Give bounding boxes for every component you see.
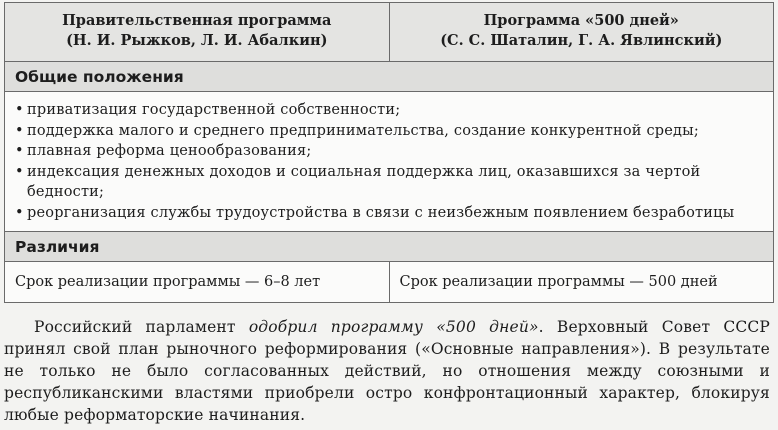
500-days-program-authors: (С. С. Шаталин, Г. А. Явлинский) <box>440 32 723 49</box>
header-500-days-program <box>390 3 774 61</box>
paragraph-lead: Российский парламент <box>34 318 249 336</box>
section-differences: Различия <box>5 232 773 262</box>
comparison-table <box>4 2 774 303</box>
header-government-program <box>5 3 390 61</box>
paragraph-emphasis: одобрил программу «500 дней» <box>248 318 539 336</box>
paragraph-rest: . Верховный Совет СССР принял свой план рыночного реформирования («Основные направления»). В результате не только не было согласованных действий, но отношения между союзными и республиканскими властями приобрели остро конфронтационный характер, блокируя любые реформаторские начинания. <box>4 318 770 424</box>
bullet-icon: • <box>15 102 24 118</box>
list-item <box>15 141 763 162</box>
list-item-text: плавная реформа ценообразования; <box>27 143 312 159</box>
bullet-icon: • <box>15 122 24 139</box>
general-provisions-list <box>5 92 773 232</box>
bullet-icon: • <box>15 143 24 159</box>
list-item-text: реорганизация службы трудоустройства в связи с неизбежным появлением безработицы <box>27 204 735 221</box>
government-program-term: Срок реализации программы — 6–8 лет <box>5 262 390 302</box>
list-item <box>15 203 763 224</box>
differences-row <box>5 262 773 302</box>
bullet-icon: • <box>15 163 24 180</box>
section-general-provisions: Общие положения <box>5 62 773 92</box>
list-item-text: приватизация государственной собственности; <box>27 102 401 118</box>
list-item <box>15 121 763 142</box>
list-item-text: поддержка малого и среднего предпринимательства, создание конкурентной среды; <box>27 122 699 139</box>
list-item <box>15 100 763 121</box>
bullet-icon: • <box>15 204 24 221</box>
list-item <box>15 162 763 203</box>
500-days-program-title: Программа «500 дней» <box>483 12 679 29</box>
government-program-title: Правительственная программа <box>62 12 332 29</box>
summary-paragraph <box>4 316 770 426</box>
government-program-authors: (Н. И. Рыжков, Л. И. Абалкин) <box>66 32 328 49</box>
table-header-row <box>5 3 773 62</box>
list-item-text: индексация денежных доходов и социальная поддержка лиц, оказавшихся за чертой бедности; <box>27 163 701 200</box>
500-days-program-term: Срок реализации программы — 500 дней <box>399 274 718 290</box>
